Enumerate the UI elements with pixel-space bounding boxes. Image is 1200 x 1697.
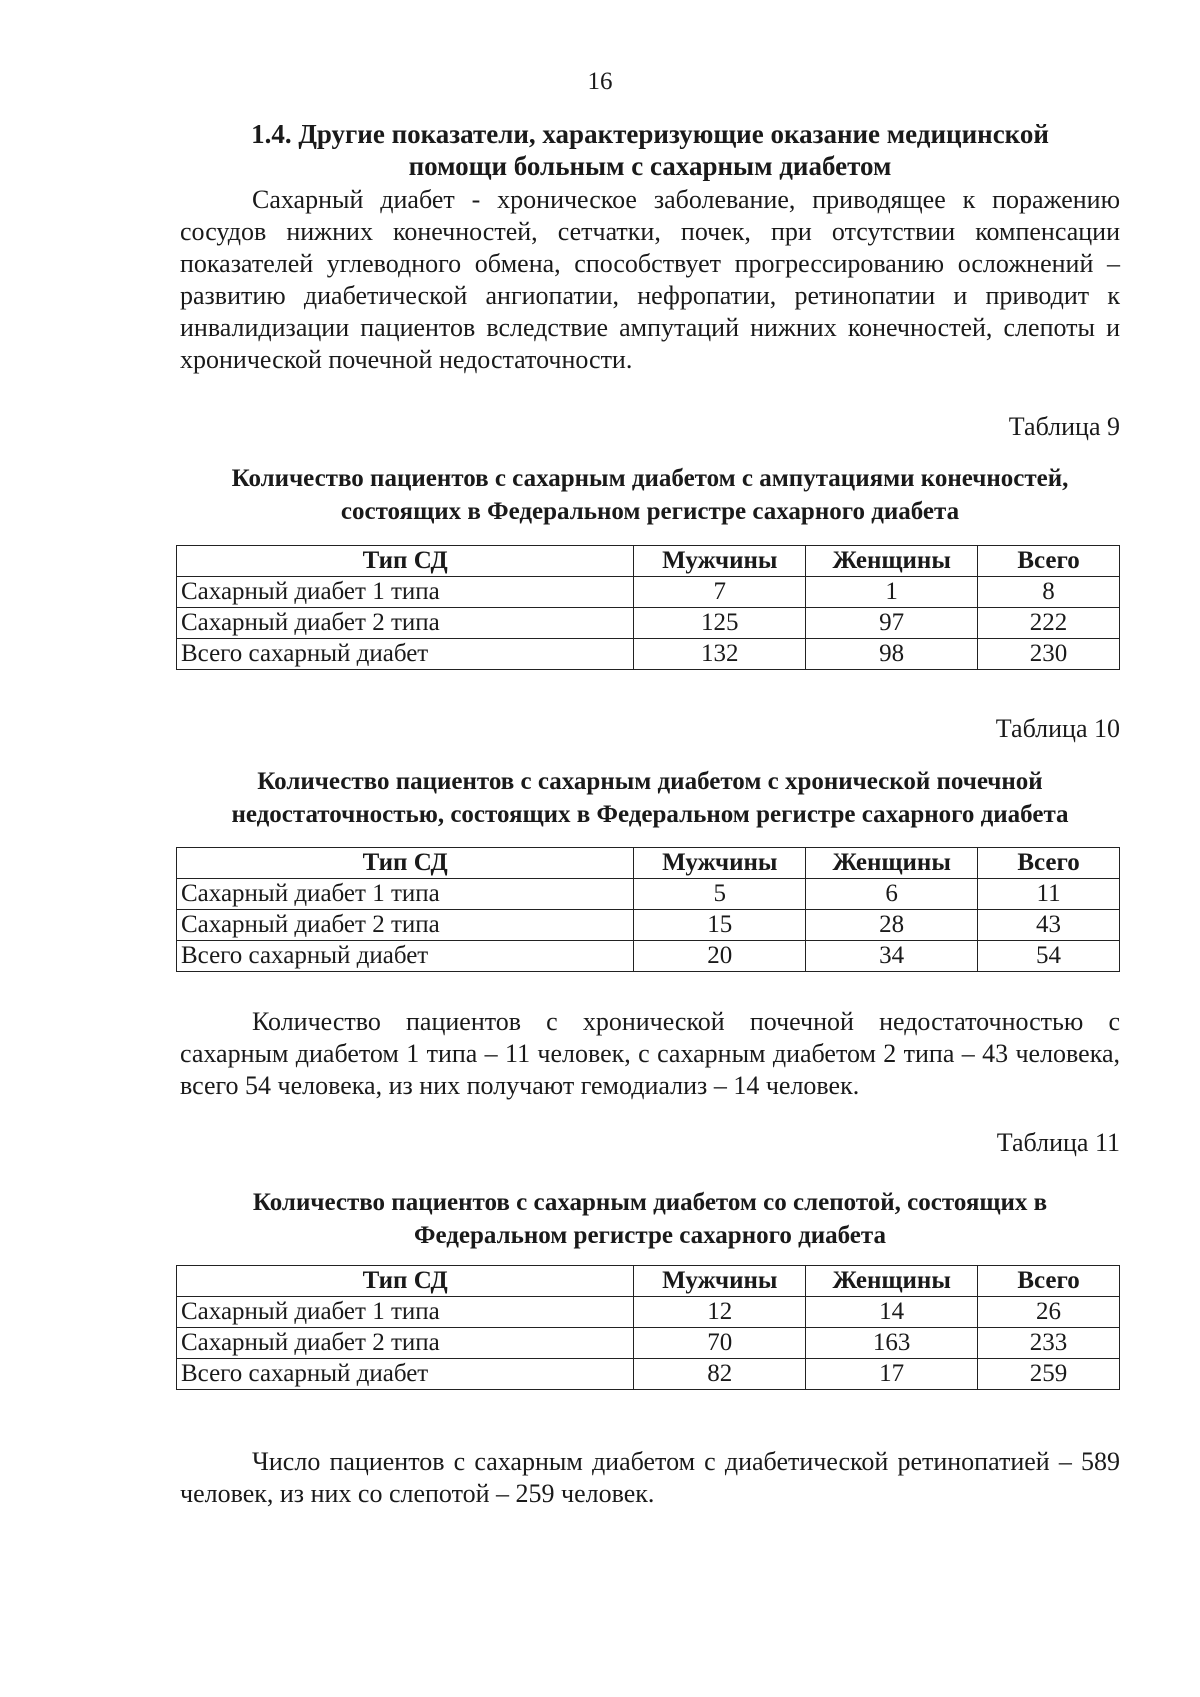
row-label: Сахарный диабет 2 типа: [177, 1328, 634, 1359]
table-row: [177, 577, 1120, 608]
cell-women: 98: [806, 639, 978, 670]
table-9-title: Количество пациентов с сахарным диабетом с ампутациями конечностей, состоящих в Федеральном регистре сахарного диабета: [231, 465, 1069, 525]
cell-women: 28: [806, 910, 978, 941]
cell-women: 163: [806, 1328, 978, 1359]
header-men: Мужчины: [634, 546, 806, 577]
header-total: Всего: [978, 546, 1120, 577]
cell-total: 43: [978, 910, 1120, 941]
cell-women: 1: [806, 577, 978, 608]
row-label: Всего сахарный диабет: [177, 1359, 634, 1390]
row-label: Сахарный диабет 1 типа: [177, 1297, 634, 1328]
cell-men: 125: [634, 608, 806, 639]
cell-women: 17: [806, 1359, 978, 1390]
row-label: Сахарный диабет 2 типа: [177, 608, 634, 639]
table-header-row: [177, 1266, 1120, 1297]
table-row: [177, 1359, 1120, 1390]
cell-men: 82: [634, 1359, 806, 1390]
cell-men: 12: [634, 1297, 806, 1328]
page-number: 16: [587, 68, 613, 95]
header-total: Всего: [978, 848, 1120, 879]
header-type: Тип СД: [177, 546, 634, 577]
retinopathy-note-paragraph: Число пациентов с сахарным диабетом с диабетической ретинопатией – 589 человек, из них со слепотой – 259 человек.: [180, 1447, 1120, 1508]
cell-men: 132: [634, 639, 806, 670]
header-type: Тип СД: [177, 848, 634, 879]
table-row: [177, 1328, 1120, 1359]
row-label: Всего сахарный диабет: [177, 639, 634, 670]
table-11-number: Таблица 11: [996, 1128, 1120, 1157]
cell-women: 34: [806, 941, 978, 972]
cell-men: 7: [634, 577, 806, 608]
cell-men: 20: [634, 941, 806, 972]
cell-total: 230: [978, 639, 1120, 670]
cell-women: 6: [806, 879, 978, 910]
row-label: Сахарный диабет 1 типа: [177, 577, 634, 608]
table-11-title: Количество пациентов с сахарным диабетом со слепотой, состоящих в Федеральном регистре сахарного диабета: [252, 1189, 1048, 1249]
header-men: Мужчины: [634, 848, 806, 879]
cell-total: 26: [978, 1297, 1120, 1328]
row-label: Сахарный диабет 2 типа: [177, 910, 634, 941]
row-label: Всего сахарный диабет: [177, 941, 634, 972]
kidney-note-paragraph: Количество пациентов с хронической почечной недостаточностью с сахарным диабетом 1 типа – 11 человек, с сахарным диабетом 2 типа – 43 человека, всего 54 человека, из них получают гемодиализ – 14 человек.: [180, 1007, 1120, 1100]
intro-paragraph: Сахарный диабет - хроническое заболевание, приводящее к поражению сосудов нижних конечностей, сетчатки, почек, при отсутствии компенсации показателей углеводного обмена, способствует прогрессированию осложнений – развитию диабетической ангиопатии, нефропатии, ретинопатии и приводит к инвалидизации пациентов вследствие ампутаций нижних конечностей, слепоты и хронической почечной недостаточности.: [180, 185, 1120, 374]
cell-women: 97: [806, 608, 978, 639]
table-10-kidney-failure: [176, 847, 1120, 972]
header-type: Тип СД: [177, 1266, 634, 1297]
table-row: [177, 1297, 1120, 1328]
table-header-row: [177, 546, 1120, 577]
cell-men: 70: [634, 1328, 806, 1359]
table-row: [177, 639, 1120, 670]
header-women: Женщины: [806, 1266, 978, 1297]
table-header-row: [177, 848, 1120, 879]
cell-total: 11: [978, 879, 1120, 910]
cell-men: 5: [634, 879, 806, 910]
table-11-blindness: [176, 1265, 1120, 1390]
cell-men: 15: [634, 910, 806, 941]
header-women: Женщины: [806, 546, 978, 577]
cell-total: 8: [978, 577, 1120, 608]
cell-total: 259: [978, 1359, 1120, 1390]
header-men: Мужчины: [634, 1266, 806, 1297]
cell-women: 14: [806, 1297, 978, 1328]
table-10-number: Таблица 10: [995, 714, 1120, 743]
cell-total: 54: [978, 941, 1120, 972]
table-10-title: Количество пациентов с сахарным диабетом с хронической почечной недостаточностью, состоящих в Федеральном регистре сахарного диабета: [231, 768, 1069, 828]
cell-total: 233: [978, 1328, 1120, 1359]
table-9-amputations: [176, 545, 1120, 670]
table-row: [177, 879, 1120, 910]
header-total: Всего: [978, 1266, 1120, 1297]
table-row: [177, 608, 1120, 639]
header-women: Женщины: [806, 848, 978, 879]
table-row: [177, 941, 1120, 972]
section-heading: 1.4. Другие показатели, характеризующие оказание медицинской помощи больным с сахарным диабетом: [251, 119, 1049, 181]
table-9-number: Таблица 9: [1008, 412, 1120, 441]
table-row: [177, 910, 1120, 941]
row-label: Сахарный диабет 1 типа: [177, 879, 634, 910]
cell-total: 222: [978, 608, 1120, 639]
